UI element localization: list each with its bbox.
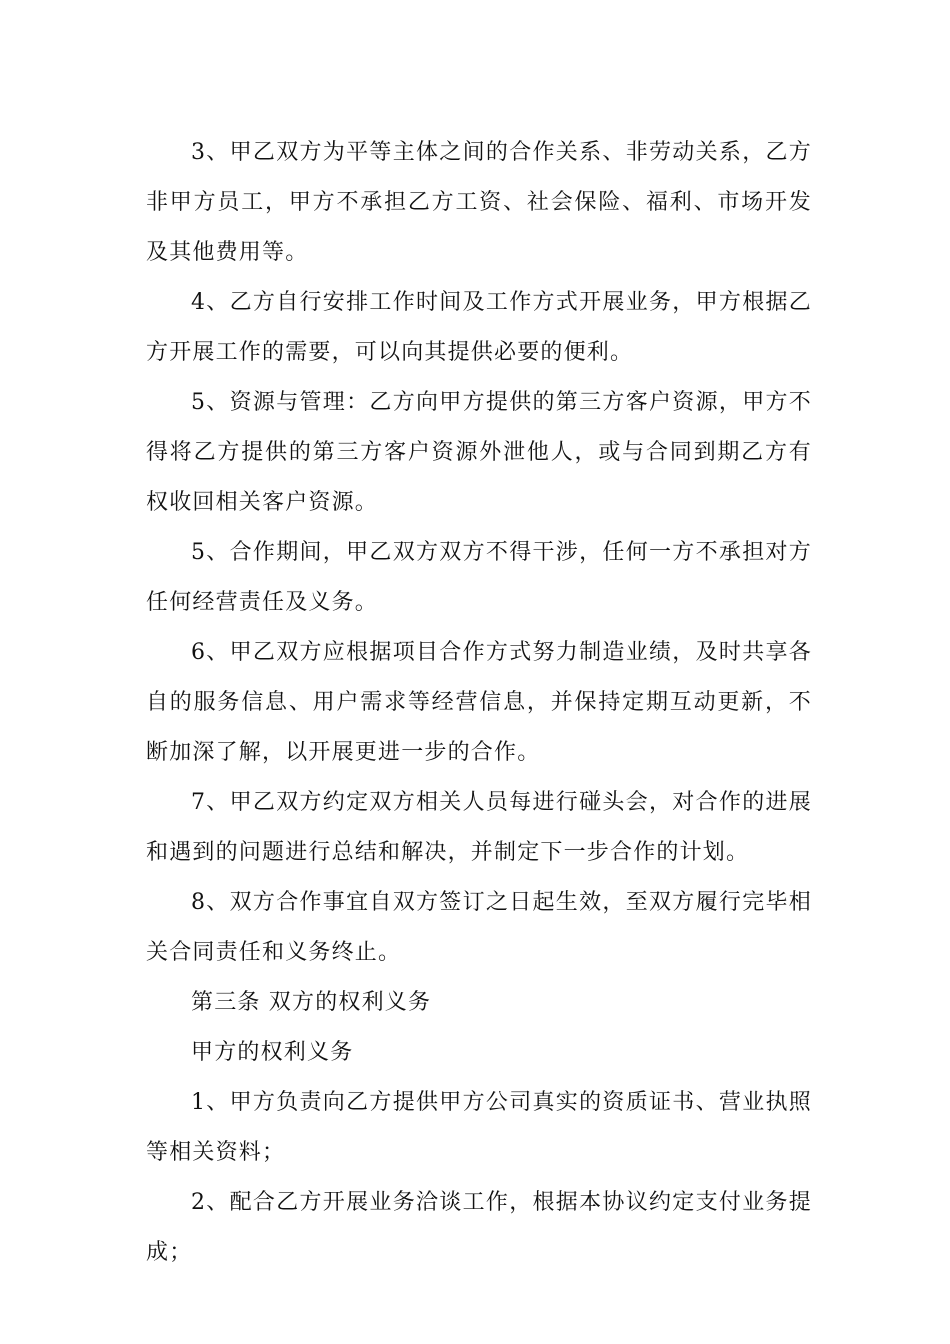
paragraph-clause-7: 7、甲乙双方约定双方相关人员每进行碰头会，对合作的进展和遇到的问题进行总结和解决，并制定下一步合作的计划。 xyxy=(146,790,812,865)
paragraph-clause-3: 3、甲乙双方为平等主体之间的合作关系、非劳动关系，乙方非甲方员工，甲方不承担乙方工资、社会保险、福利、市场开发及其他费用等。 xyxy=(146,140,812,265)
paragraph-clause-5-resources: 5、资源与管理：乙方向甲方提供的第三方客户资源，甲方不得将乙方提供的第三方客户资源外泄他人，或与合同到期乙方有权收回相关客户资源。 xyxy=(146,390,812,515)
subsection-heading-party-a: 甲方的权利义务 xyxy=(191,1040,354,1065)
paragraph-clause-4: 4、乙方自行安排工作时间及工作方式开展业务，甲方根据乙方开展工作的需要，可以向其提供必要的便利。 xyxy=(146,290,812,365)
paragraph-party-a-item-1: 1、甲方负责向乙方提供甲方公司真实的资质证书、营业执照等相关资料； xyxy=(146,1090,812,1165)
section-heading-article-3: 第三条 双方的权利义务 xyxy=(191,990,432,1015)
paragraph-clause-5-cooperation: 5、合作期间，甲乙双方双方不得干涉，任何一方不承担对方任何经营责任及义务。 xyxy=(146,540,812,615)
paragraph-clause-6: 6、甲乙双方应根据项目合作方式努力制造业绩，及时共享各自的服务信息、用户需求等经营信息，并保持定期互动更新，不断加深了解，以开展更进一步的合作。 xyxy=(146,640,812,765)
paragraph-clause-8: 8、双方合作事宜自双方签订之日起生效，至双方履行完毕相关合同责任和义务终止。 xyxy=(146,890,812,965)
document-body xyxy=(146,128,812,1278)
paragraph-party-a-item-2: 2、配合乙方开展业务洽谈工作，根据本协议约定支付业务提成； xyxy=(146,1190,812,1265)
